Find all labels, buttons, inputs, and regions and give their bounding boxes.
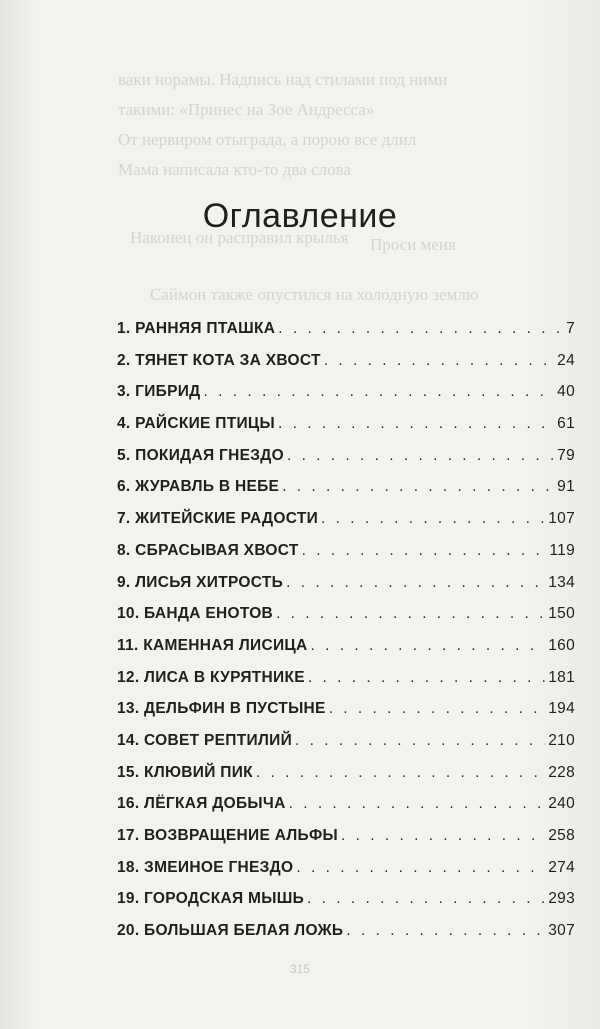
toc-entry-title: 4. РАЙСКИЕ ПТИЦЫ	[117, 415, 276, 433]
toc-leader-dots	[256, 764, 545, 782]
toc-leader-dots	[289, 795, 546, 813]
toc-entry-title: 9. ЛИСЬЯ ХИТРОСТЬ	[117, 573, 284, 591]
toc-entry-page-number: 307	[548, 922, 575, 940]
toc-entry-page-number: 228	[548, 763, 575, 781]
bleed-line: Мама написала кто-то два слова	[118, 160, 351, 179]
toc-entry-title: 14. СОВЕТ РЕПТИЛИЙ	[117, 731, 293, 749]
toc-entry-title: 12. ЛИСА В КУРЯТНИКЕ	[117, 668, 305, 686]
toc-leader-dots	[311, 637, 546, 655]
toc-entry-title: 20. БОЛЬШАЯ БЕЛАЯ ЛОЖЬ	[117, 922, 344, 940]
toc-entry[interactable]	[117, 605, 575, 637]
toc-entry[interactable]	[117, 827, 575, 859]
toc-leader-dots	[204, 383, 555, 401]
toc-entry-page-number: 274	[548, 858, 575, 876]
toc-entry-title: 13. ДЕЛЬФИН В ПУСТЫНЕ	[117, 700, 326, 718]
toc-leader-dots	[276, 605, 545, 623]
toc-entry[interactable]	[117, 637, 575, 669]
page-number: 315	[289, 962, 311, 976]
toc-entry-page-number: 24	[557, 351, 575, 369]
toc-entry[interactable]	[117, 542, 575, 574]
toc-entry-title: 15. КЛЮВИЙ ПИК	[117, 763, 253, 781]
toc-entry-title: 7. ЖИТЕЙСКИЕ РАДОСТИ	[117, 510, 319, 528]
toc-entry-title: 11. КАМЕННАЯ ЛИСИЦА	[117, 636, 308, 654]
toc-entry-page-number: 160	[548, 636, 575, 654]
bleed-line: Проси меня	[370, 235, 456, 254]
bleed-line: ваки норамы. Надпись над стилами под ними	[118, 70, 448, 89]
toc-entry-page-number: 61	[557, 415, 575, 433]
toc-entry[interactable]	[117, 574, 575, 606]
page-title: Оглавление	[202, 197, 398, 235]
toc-entry-title: 10. БАНДА ЕНОТОВ	[117, 605, 274, 623]
toc-entry-page-number: 210	[548, 731, 575, 749]
toc-entry-page-number: 240	[548, 795, 575, 813]
toc-entry[interactable]	[117, 764, 575, 796]
toc-entry-page-number: 107	[548, 510, 575, 528]
toc-entry[interactable]	[117, 383, 575, 415]
toc-entry-page-number: 258	[548, 827, 575, 844]
toc-leader-dots	[282, 478, 554, 496]
toc-entry-page-number: 119	[549, 541, 575, 559]
bleed-line: От нервиром отыграда, а порою все длил	[118, 130, 417, 149]
toc-leader-dots	[341, 827, 545, 845]
toc-entry[interactable]	[117, 320, 575, 352]
toc-entry-page-number: 293	[548, 890, 575, 908]
toc-entry-page-number: 40	[557, 383, 575, 401]
toc-entry-page-number: 79	[557, 446, 575, 464]
toc-leader-dots	[286, 574, 545, 592]
toc-entry[interactable]	[117, 922, 575, 954]
toc-entry[interactable]	[117, 669, 575, 701]
bleed-line: Наконец он расправил крылья	[130, 228, 349, 247]
toc-entry-page-number: 91	[557, 478, 575, 496]
toc-entry-title: 1. РАННЯЯ ПТАШКА	[117, 320, 276, 337]
toc-entry[interactable]	[117, 478, 575, 510]
toc-leader-dots	[287, 447, 554, 465]
toc-entry[interactable]	[117, 415, 575, 447]
toc-entry[interactable]	[117, 732, 575, 764]
toc-leader-dots	[308, 669, 545, 687]
toc-entry[interactable]	[117, 890, 575, 922]
toc-entry[interactable]	[117, 700, 575, 732]
toc-leader-dots	[346, 922, 545, 940]
table-of-contents	[117, 320, 575, 954]
toc-leader-dots	[278, 415, 554, 433]
bleed-line: такими: «Принес на Зое Андресса»	[118, 100, 375, 119]
toc-entry[interactable]	[117, 795, 575, 827]
toc-entry-page-number: 150	[548, 605, 575, 623]
toc-leader-dots	[307, 890, 545, 908]
toc-leader-dots	[302, 542, 547, 560]
toc-entry-title: 5. ПОКИДАЯ ГНЕЗДО	[117, 446, 284, 464]
toc-leader-dots	[324, 352, 554, 370]
toc-entry-title: 17. ВОЗВРАЩЕНИЕ АЛЬФЫ	[117, 827, 339, 844]
toc-entry-page-number: 181	[548, 668, 575, 686]
toc-entry-title: 6. ЖУРАВЛЬ В НЕБЕ	[117, 478, 280, 496]
toc-entry-title: 8. СБРАСЫВАЯ ХВОСТ	[117, 541, 299, 559]
toc-entry-title: 2. ТЯНЕТ КОТА ЗА ХВОСТ	[117, 351, 321, 369]
toc-entry-page-number: 7	[566, 320, 575, 337]
toc-leader-dots	[295, 732, 545, 750]
bleed-line: Саймон также опустился на холодную землю	[150, 285, 479, 304]
toc-entry-title: 16. ЛЁГКАЯ ДОБЫЧА	[117, 795, 286, 813]
toc-entry[interactable]	[117, 352, 575, 384]
toc-leader-dots	[329, 700, 546, 718]
toc-entry-page-number: 134	[548, 573, 575, 591]
toc-entry-title: 18. ЗМЕИНОЕ ГНЕЗДО	[117, 858, 294, 876]
toc-entry-title: 19. ГОРОДСКАЯ МЫШЬ	[117, 890, 305, 908]
toc-leader-dots	[321, 510, 545, 528]
toc-entry-title: 3. ГИБРИД	[117, 383, 201, 401]
toc-entry[interactable]	[117, 447, 575, 479]
toc-entry-page-number: 194	[548, 700, 575, 718]
toc-entry[interactable]	[117, 510, 575, 542]
toc-leader-dots	[278, 320, 563, 338]
toc-leader-dots	[296, 859, 545, 877]
toc-entry[interactable]	[117, 859, 575, 891]
